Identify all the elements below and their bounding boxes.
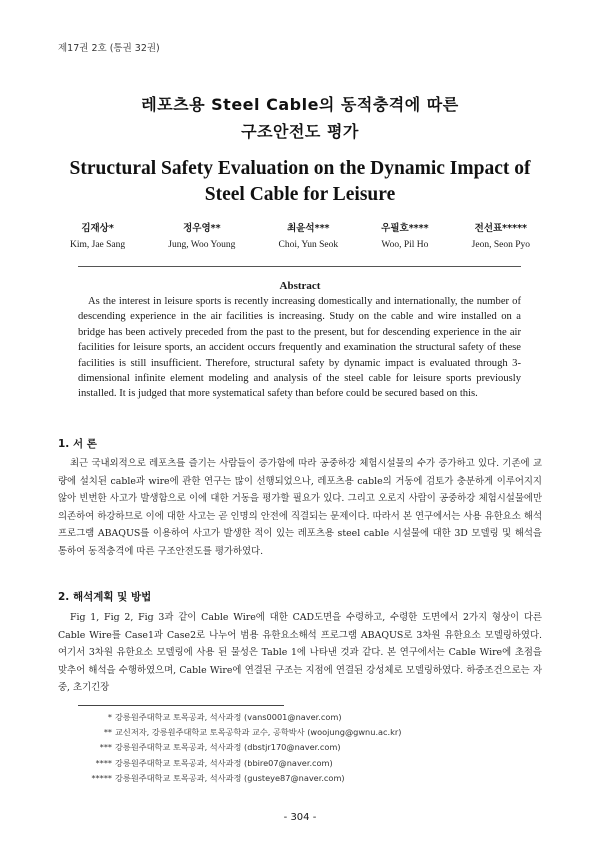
author-name-ko: 정우영** <box>183 223 221 234</box>
section-text-introduction: 최근 국내외적으로 레포츠를 즐기는 사람들이 증가함에 따라 공중하강 체험시설물의 수가 증가하고 있다. 기존에 교량에 설치된 cable과 wire에 관한 연구는 많이 선행되었으나, 레포츠용 cable의 거동에 검토가 충분하게 이루어지지 않아 빈번한 사고가 발생함으로 이에 대한 거동을 평가할 필요가 있다. 그리고 오로지 사람이 공중하강 체험시설물에만 의존하여 하강하므로 이에 대한 사고는 곧 인명의 안전에 직결되는 문제이다. 따라서 본 연구에서는 사용 유한요소 해석프로그램 ABAQUS를 이용하여 사고가 발생한 적이 있는 레포츠용 steel cable 시설물에 대한 3D 모델링 및 해석을 통하여 동적충격에 따른 구조안전도를 평가하였다. <box>58 458 542 557</box>
english-title-line-1: Structural Safety Evaluation on the Dynamic Impact of <box>69 158 531 179</box>
author-name-ko: 김재상* <box>81 223 114 234</box>
footnote-mark: ***** <box>91 772 112 783</box>
section-heading-method: 2. 해석계획 및 방법 <box>58 591 152 603</box>
footnote <box>78 725 538 740</box>
footnote-text: 강릉원주대학교 토목공과, 석사과정 (dbstjr170@naver.com) <box>115 742 341 753</box>
abstract-text: As the interest in leisure sports is recently increasing domestically and internationally, the number of descending experience in the air facilities is increasing. Study on the cable and wire installed on a bridge has been actively preceded from the past to the present, but for descending experience in the air facilities for leisure sports, an accident occurs frequently and examination the structural safety of these facilities is still insufficient. Therefore, structural safety by dynamic impact is evaluated through 3-dimensional infinite element modeling and analysis of the steel cable for leisure sports previously installed. It is judged that more systematical safety than before could be secured based on this. <box>78 296 521 400</box>
author <box>472 220 530 254</box>
author-name-en: Choi, Yun Seok <box>278 240 339 250</box>
author <box>70 220 125 254</box>
author-list <box>70 220 530 254</box>
author-name-ko: 우필호**** <box>381 223 429 234</box>
footnote <box>78 740 538 755</box>
footnote <box>78 710 538 725</box>
footnote-mark: *** <box>99 742 112 753</box>
author <box>381 220 428 254</box>
author-name-en: Jeon, Seon Pyo <box>471 240 530 250</box>
footnote-text: 강릉원주대학교 토목공과, 석사과정 (gusteye87@naver.com) <box>115 772 345 783</box>
author-name-ko: 최윤석*** <box>287 223 330 234</box>
footnote-mark: **** <box>95 757 112 768</box>
issue-info: 제17권 2호 (통권 32권) <box>58 43 160 54</box>
section-heading-introduction: 1. 서 론 <box>58 438 97 450</box>
author-name-en: Woo, Pil Ho <box>381 240 429 250</box>
section-text-method: Fig 1, Fig 2, Fig 3과 같이 Cable Wire에 대한 CAD도면을 수령하고, 수령한 도면에서 2가지 형상이 다른 Cable Wire를 Case1과 Case2로 나누어 범용 유한요소해석 프로그램 ABAQUS로 3차원 유한요소 모델링하였다. 여기서 3차원 유한요소 모델링에 사용 된 물성은 Table 1에 나타낸 것과 같다. 본 연구에서는 Cable Wire에 초점을 맞추어 해석을 수행하였으며, Cable Wire에 연결된 구조는 지점에 연결된 강성체로 모델링하였다. 하중조건으로는 자중, 초기긴장 <box>58 612 542 694</box>
author <box>279 220 339 254</box>
footnote <box>78 771 538 786</box>
author <box>168 220 235 254</box>
page-number: - 304 - <box>283 812 317 823</box>
footnote-divider <box>78 705 284 706</box>
abstract-heading: Abstract <box>279 280 321 292</box>
korean-title-line-2: 구조안전도 평가 <box>241 122 359 141</box>
english-title-line-2: Steel Cable for Leisure <box>204 184 396 205</box>
footnote <box>78 756 538 771</box>
author-name-en: Kim, Jae Sang <box>70 240 126 250</box>
korean-title-line-1: 레포츠용 Steel Cable의 동적충격에 따른 <box>141 95 459 114</box>
footnote-text: 강릉원주대학교 토목공과, 석사과정 (vans0001@naver.com) <box>115 712 342 722</box>
footnote-mark: ** <box>103 727 112 738</box>
footnote-mark: * <box>107 712 112 722</box>
author-name-ko: 전선표***** <box>474 223 528 234</box>
footnotes <box>78 710 538 786</box>
author-name-en: Jung, Woo Young <box>168 240 236 250</box>
footnote-text: 강릉원주대학교 토목공과, 석사과정 (bbire07@naver.com) <box>115 757 333 768</box>
divider <box>78 266 521 267</box>
footnote-text: 교신저자, 강릉원주대학교 토목공학과 교수, 공학박사 (woojung@gwnu.ac.kr) <box>115 727 402 738</box>
